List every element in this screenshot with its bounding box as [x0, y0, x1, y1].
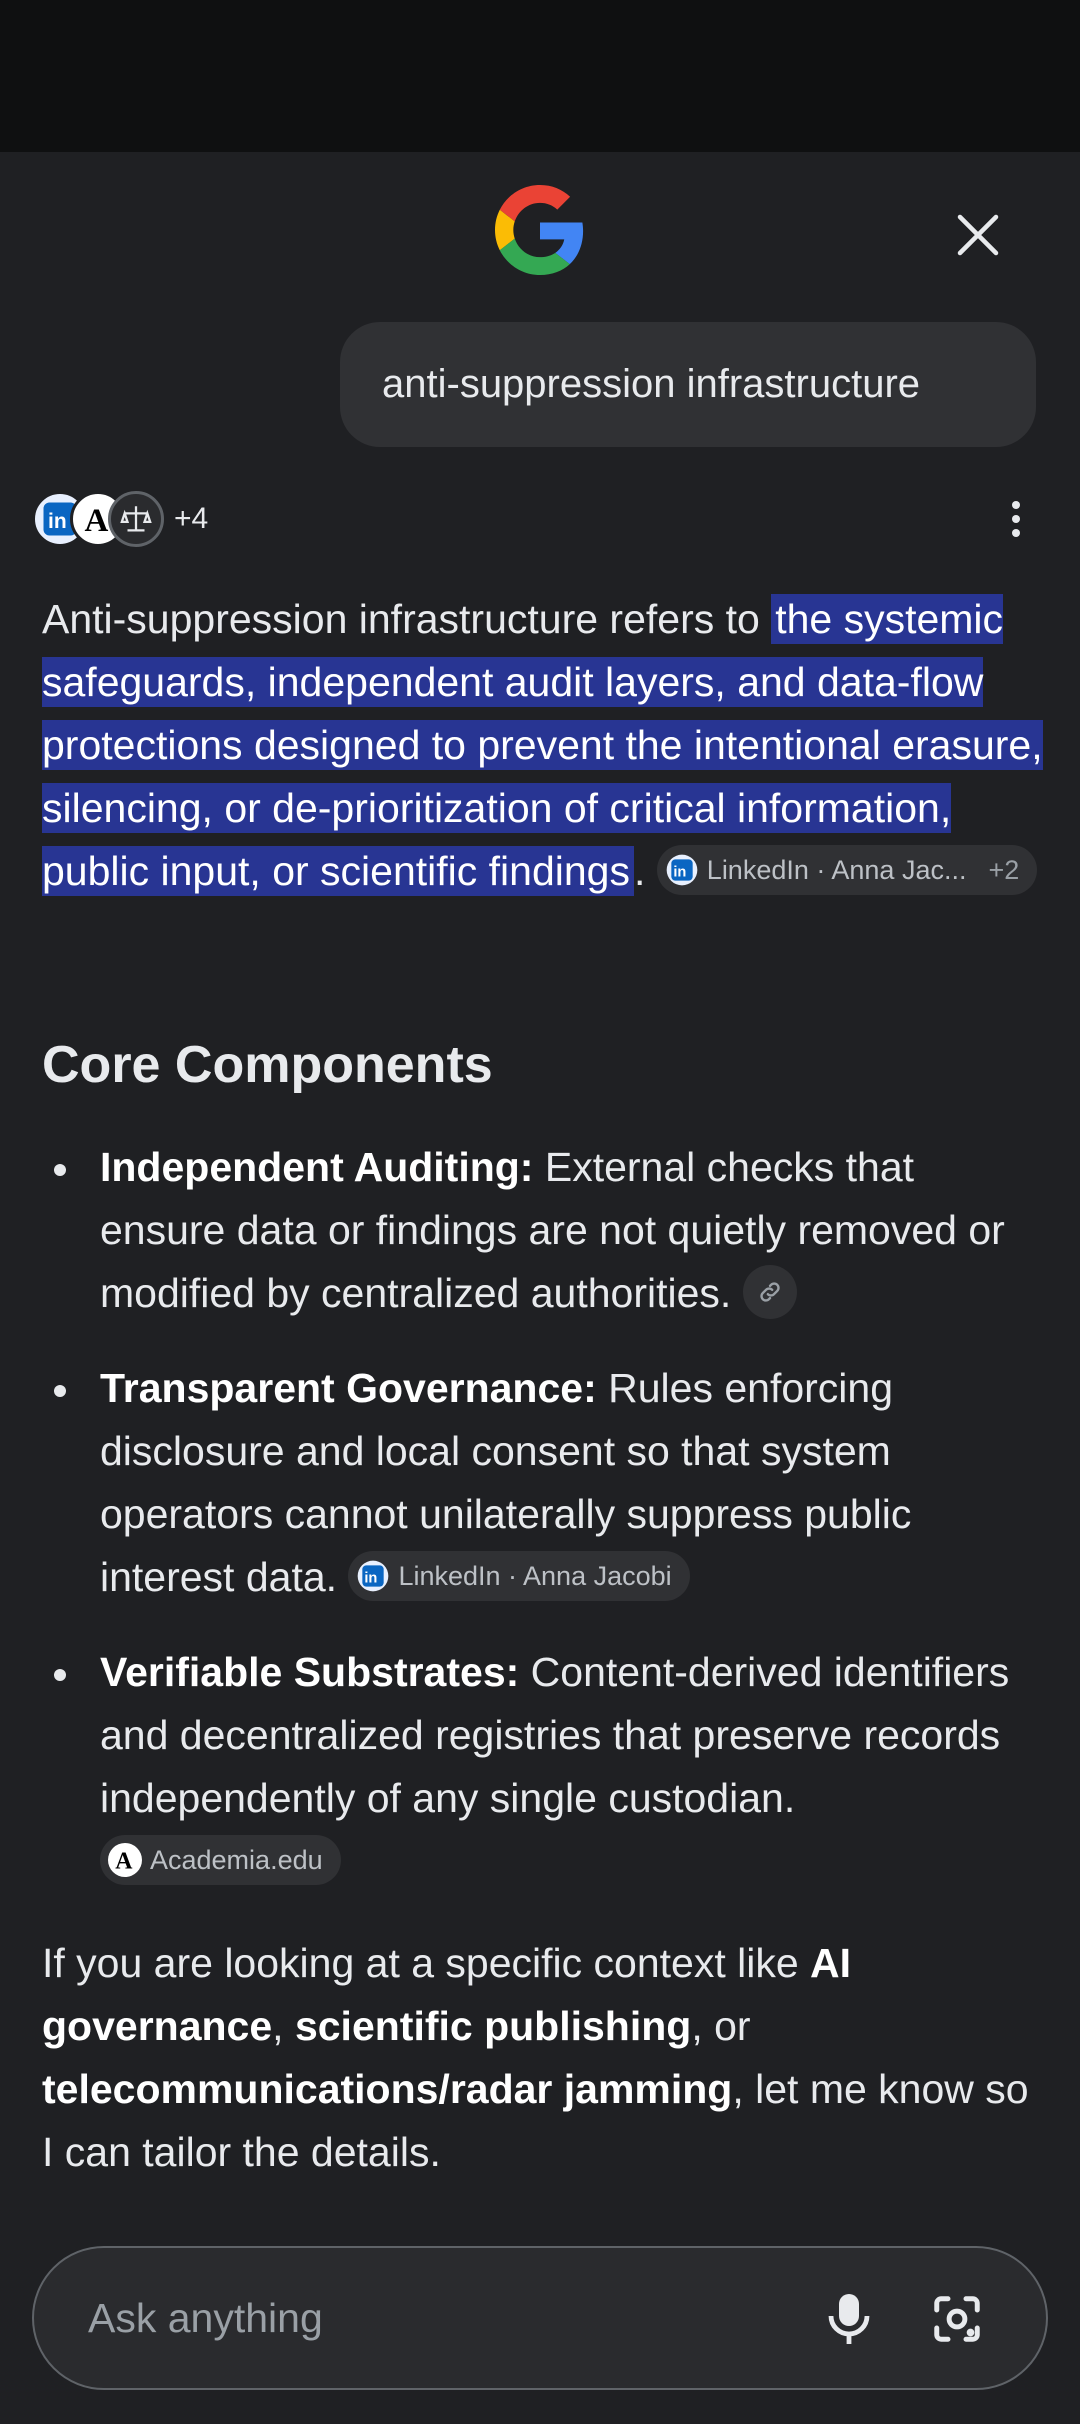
linkedin-icon: [356, 1559, 390, 1593]
ask-bar: [32, 2246, 1048, 2390]
google-lens-icon: [930, 2292, 984, 2346]
list-item: [42, 1357, 1047, 1609]
google-g-icon: [495, 185, 585, 275]
source-chip-label: Academia.edu: [150, 1844, 323, 1875]
component-text: Content-derived identifiers and decentralized registries that preserve records independently of any single custodian.: [100, 1649, 1010, 1821]
svg-text:A: A: [84, 503, 109, 537]
component-title: Verifiable Substrates:: [100, 1649, 520, 1695]
academia-icon: [108, 1843, 142, 1877]
close-icon: [954, 211, 1002, 259]
microphone-icon: [825, 2292, 873, 2346]
svg-text:in: in: [364, 1570, 378, 1587]
user-query-bubble: [340, 322, 1036, 447]
source-link-button[interactable]: [743, 1265, 797, 1319]
component-title: Independent Auditing:: [100, 1144, 534, 1190]
answer-highlight: the systemic safeguards, independent audit layers, and data-flow protections designed to prevent the intentional erasure, silencing, or de-prioritization of critical information, public input, or scientific findings: [42, 596, 1043, 894]
link-icon: [757, 1279, 783, 1305]
source-chip-label: LinkedIn · Anna Jac...: [706, 854, 967, 885]
list-item: [42, 1136, 1047, 1325]
component-title: Transparent Governance:: [100, 1365, 597, 1411]
answer-summary: Anti-suppression infrastructure refers to the systemic safeguards, independent audit layers, and data-flow protections designed to prevent the intentional erasure, silencing, or de-prioritization of critical information, public input, or scientific findings. in LinkedIn · Anna Jac... +2: [42, 588, 1047, 903]
google-lens-button[interactable]: [922, 2284, 992, 2354]
component-text: External checks that ensure data or findings are not quietly removed or modified by centralized authorities.: [100, 1144, 1005, 1316]
user-query-text: anti-suppression infrastructure: [382, 362, 921, 406]
svg-text:in: in: [48, 510, 67, 533]
close-button[interactable]: [948, 205, 1008, 265]
components-list: [42, 1136, 1047, 1925]
law-scale-icon: [108, 491, 164, 547]
status-bar: [0, 0, 1080, 152]
source-chip-academia[interactable]: [100, 1835, 341, 1885]
sources-button[interactable]: [32, 488, 208, 550]
follow-up-prompt: If you are looking at a specific context like AI governance, scientific publishing, or telecommunications/radar jamming, let me know so I can tailor the details.: [42, 1940, 1029, 2175]
more-options-button[interactable]: [996, 494, 1036, 544]
component-text: Rules enforcing disclosure and local consent so that system operators cannot unilaterally suppress public interest data.: [100, 1365, 912, 1600]
answer-intro: Anti-suppression infrastructure refers to: [42, 596, 772, 642]
ask-input[interactable]: [86, 2294, 790, 2343]
section-heading: Core Components: [42, 1036, 493, 1094]
voice-search-button[interactable]: [814, 2284, 884, 2354]
svg-text:in: in: [673, 864, 687, 881]
source-chip-label: LinkedIn · Anna Jacobi: [398, 1560, 672, 1591]
svg-text:A: A: [115, 1848, 133, 1874]
source-chip-linkedin[interactable]: [657, 845, 1037, 895]
more-vert-icon: [1012, 501, 1020, 509]
list-item: [42, 1641, 1047, 1893]
source-chip-linkedin[interactable]: [348, 1551, 689, 1601]
sources-count: +4: [174, 502, 209, 535]
linkedin-icon: [665, 853, 699, 887]
source-chip-extra: +2: [988, 854, 1020, 885]
